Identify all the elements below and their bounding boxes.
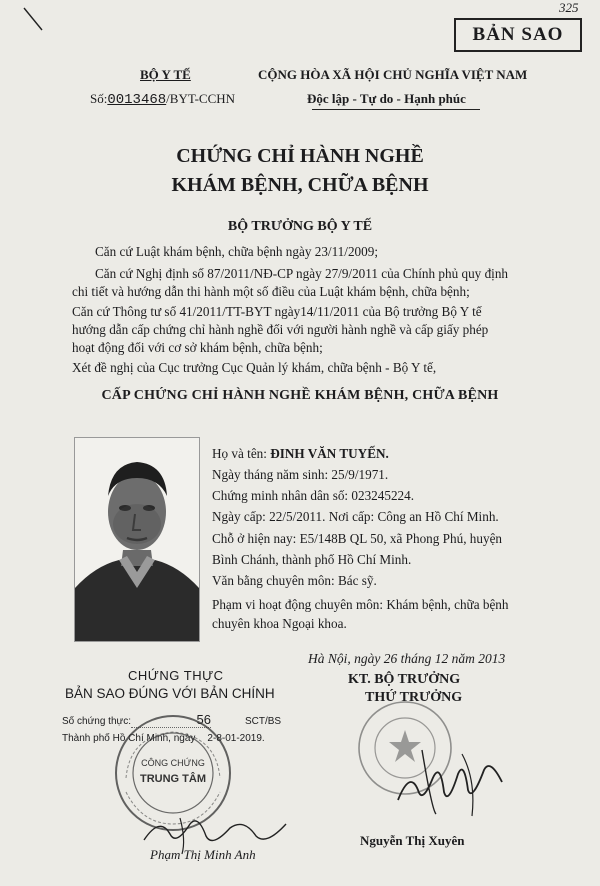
cert-date: 2-8-01-2019.: [207, 733, 265, 744]
minister-signer-name: Nguyễn Thị Xuyên: [360, 833, 465, 848]
legal-basis-line: chi tiết và hướng dẫn thi hành một số điều của Luật khám bệnh, chữa bệnh;: [72, 284, 470, 299]
issue-place: Công an Hồ Chí Minh.: [377, 509, 499, 524]
signer-role1: KT. BỘ TRƯỞNG: [348, 672, 461, 687]
notary-signer-name: Phạm Thị Minh Anh: [150, 847, 256, 862]
issue-place-label: Nơi cấp:: [325, 509, 378, 524]
cert-number-suffix: SCT/BS: [244, 716, 282, 727]
stamp-text: TRUNG TÂM: [140, 773, 206, 785]
document-number: [90, 91, 235, 108]
republic-name: CỘNG HÒA XÃ HỘI CHỦ NGHĨA VIỆT NAM: [258, 67, 528, 82]
number-serial: 0013468: [107, 92, 167, 108]
scope-label: Phạm vi hoạt động chuyên môn:: [212, 597, 387, 612]
holder-issue-row: [212, 509, 499, 525]
motto-underline: [312, 109, 480, 110]
number-prefix: Số:: [90, 91, 108, 106]
legal-basis-line: hoạt động đối với cơ sở khám bệnh, chữa bệnh;: [72, 340, 323, 355]
holder-degree-row: [212, 573, 377, 589]
name-label: Họ và tên:: [212, 446, 271, 461]
holder-scope-row: [212, 597, 509, 613]
page-number: 325: [559, 0, 579, 15]
holder-id: 023245224.: [351, 488, 415, 503]
holder-name-row: [212, 446, 389, 462]
number-suffix: /BYT-CCHN: [166, 91, 236, 106]
national-motto: Độc lập - Tự do - Hạnh phúc: [307, 91, 466, 106]
cert-place-label: Thành phố Hồ Chí Minh, ngày: [62, 733, 196, 744]
signer-role2: THỨ TRƯỞNG: [365, 690, 463, 705]
holder-address-row: [212, 531, 502, 547]
address-line1: E5/148B QL 50, xã Phong Phú, huyện: [299, 531, 503, 546]
address-label: Chỗ ở hiện nay:: [212, 531, 300, 546]
ministry-name: BỘ Y TẾ: [140, 67, 191, 82]
certification-heading: CHỨNG THỰC: [128, 668, 224, 683]
issuer-title: BỘ TRƯỞNG BỘ Y TẾ: [227, 219, 373, 234]
copy-stamp: BẢN SAO: [454, 18, 582, 52]
address-line2: Bình Chánh, thành phố Hồ Chí Minh.: [212, 552, 412, 567]
scope-line1: Khám bệnh, chữa bệnh: [386, 597, 509, 612]
holder-dob: 25/9/1971.: [331, 467, 389, 482]
holder-id-row: [212, 488, 414, 504]
place-date: Hà Nội, ngày 26 tháng 12 năm 2013: [308, 651, 506, 666]
cert-number: 56: [131, 712, 211, 728]
certificate-title-line1: CHỨNG CHỈ HÀNH NGHỀ: [176, 145, 424, 167]
minister-signature-icon: [392, 730, 510, 818]
legal-basis-line: Căn cứ Thông tư số 41/2011/TT-BYT ngày14/11/2011 của Bộ trưởng Bộ Y tế: [72, 304, 482, 319]
holder-dob-row: [212, 467, 388, 483]
certificate-title-line2: KHÁM BỆNH, CHỮA BỆNH: [171, 174, 429, 196]
holder-photo: [74, 437, 200, 642]
legal-basis-line: Xét đề nghị của Cục trưởng Cục Quản lý khám, chữa bệnh - Bộ Y tế,: [72, 360, 437, 375]
pen-mark: [22, 6, 44, 32]
legal-basis-line: Căn cứ Luật khám bệnh, chữa bệnh ngày 23/11/2009;: [95, 244, 378, 259]
dob-label: Ngày tháng năm sinh:: [212, 467, 332, 482]
certification-subheading: BẢN SAO ĐÚNG VỚI BẢN CHÍNH: [65, 686, 275, 701]
cert-number-label: Số chứng thực:: [62, 716, 131, 727]
holder-degree: Bác sỹ.: [337, 573, 377, 588]
issue-date: 22/5/2011.: [269, 509, 326, 524]
legal-basis-line: hướng dẫn cấp chứng chỉ hành nghề đối với người hành nghề và cấp giấy phép: [72, 322, 489, 337]
issue-label: Ngày cấp:: [212, 509, 270, 524]
portrait-image: [75, 438, 199, 641]
grant-heading: CẤP CHỨNG CHỈ HÀNH NGHỀ KHÁM BỆNH, CHỮA BỆNH: [101, 388, 499, 403]
stamp-text2: CÔNG CHỨNG: [141, 758, 205, 768]
degree-label: Văn bằng chuyên môn:: [212, 573, 338, 588]
scope-line2: chuyên khoa Ngoại khoa.: [212, 616, 347, 631]
holder-name: ĐINH VĂN TUYẾN.: [270, 446, 389, 461]
id-label: Chứng minh nhân dân số:: [212, 488, 352, 503]
legal-basis-line: Căn cứ Nghị định số 87/2011/NĐ-CP ngày 27/9/2011 của Chính phủ quy định: [95, 266, 509, 281]
